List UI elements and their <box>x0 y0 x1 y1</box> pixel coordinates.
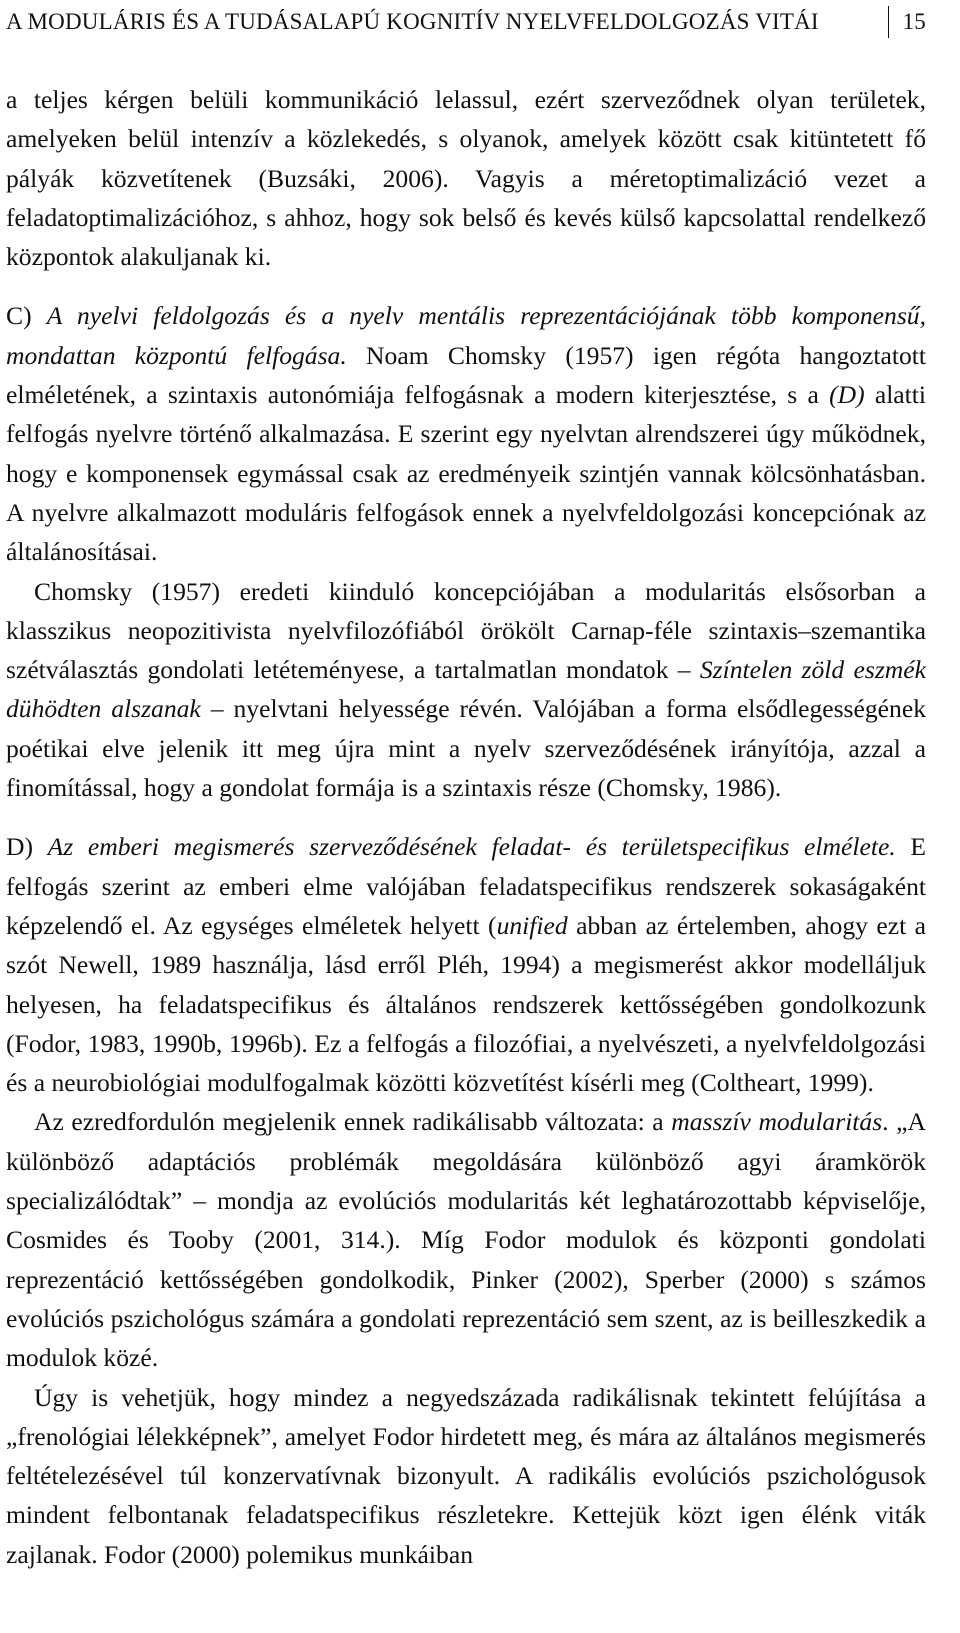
paragraph-section-d <box>6 827 926 1102</box>
section-label-d: D) <box>6 832 34 862</box>
paragraph-text: Az ezredfordulón megjelenik ennek radikálisabb változata: a <box>34 1107 672 1137</box>
section-label-c: C) <box>6 301 32 331</box>
body-text <box>6 80 926 1574</box>
page-number: 15 <box>888 6 926 38</box>
paragraph-text: – nyelvtani helyessége révén. Valójában a forma elsődlegességének poétikai elve jelenik itt meg újra mint a nyelv szerveződésének irányítója, azzal a finomítással, hogy a gondolat formája is a szintaxis része (Chomsky, 1986). <box>6 694 926 803</box>
paragraph-text: Chomsky (1957) eredeti kiinduló koncepciójában a modularitás elsősorban a klasszikus neopozitivista nyelvfilozófiából örökölt Carnap-féle szintaxis–szemantika szétválasztás gondolati letéteményese, a tartalmatlan mondatok – <box>6 576 926 685</box>
running-header <box>6 2 926 42</box>
paragraph-text: . „A különböző adaptációs problémák megoldására különböző agyi áramkörök specializálódtak” – mondja az evolúciós modularitás két leghatározottabb képviselője, Cosmides és Tooby (2001, 314.). Míg Fodor modulok és központi gondolati reprezentáció kettősségében gondolkodik, Pinker (2002), Sperber (2000) s számos evolúciós pszichológus számára a gondolati reprezentáció sem szent, az is beilleszkedik a modulok közé. <box>6 1107 926 1373</box>
paragraph-massive-modularity <box>6 1102 926 1377</box>
paragraph-text: abban az értelemben, ahogy ezt a szót Newell, 1989 használja, lásd erről Pléh, 1994) a megismerést akkor modelláljuk helyesen, ha feladatspecifikus és általános rendszerek kettősségében gondolkozunk (Fodor, 1983, 1990b, 1996b). Ez a felfogás a filozófiai, a nyelvészeti, a nyelvfeldolgozási és a neurobiológiai modulfogalmak közötti közvetítést kísérli meg (Coltheart, 1999). <box>6 910 926 1098</box>
paragraph-text: Noam Chomsky (1957) igen régóta hangoztatott elméletének, a szintaxis autonómiája felfogásnak a modern kiterjesztése, s a <box>6 340 926 410</box>
section-heading-d: Az emberi megismerés szerveződésének feladat- és területspecifikus elmélete. <box>47 832 896 862</box>
book-page <box>0 2 960 1633</box>
running-title: A MODULÁRIS ÉS A TUDÁSALAPÚ KOGNITÍV NYELVFELDOLGOZÁS VITÁI <box>6 9 819 34</box>
paragraph-chomsky <box>6 572 926 808</box>
example-sentence: Színtelen zöld eszmék dühödten alszanak <box>6 655 926 724</box>
italic-term: unified <box>496 910 568 940</box>
cross-reference: (D) <box>829 380 865 410</box>
paragraph-final: Úgy is vehetjük, hogy mindez a negyedszázada radikálisnak tekintett felújítása a „frenológiai lélekképnek”, amelyet Fodor hirdetett meg, és mára az általános megismerés feltételezésével túl konzervatívnak bizonyult. A radikális evolúciós pszichológusok mindent felbontanak feladatspecifikus részletekre. Kettejük közt igen élénk viták zajlanak. Fodor (2000) polemikus munkáiban <box>6 1382 926 1569</box>
paragraph-1: a teljes kérgen belüli kommunikáció lelassul, ezért szerveződnek olyan területek, amelyeken belül intenzív a közlekedés, s olyanok, amelyek között csak kitüntetett fő pályák közvetítenek (Buzsáki, 2006). Vagyis a méretoptimalizáció vezet a feladatoptimalizációhoz, s ahhoz, hogy sok belső és kevés külső kapcsolattal rendelkező központok alakuljanak ki. <box>6 85 926 272</box>
section-heading-c: A nyelvi feldolgozás és a nyelv mentális reprezentációjának több komponensű, mondattan központú felfogása. <box>6 301 926 370</box>
paragraph-section-c <box>6 296 926 571</box>
paragraph-text: alatti felfogás nyelvre történő alkalmazása. E szerint egy nyelvtan alrendszerei úgy működnek, hogy e komponensek egymással csak az eredményeik szintjén vannak kölcsönhatásban. A nyelvre alkalmazott moduláris felfogások ennek a nyelvfeldolgozási koncepciónak az általánosításai. <box>6 380 927 567</box>
paragraph-text: E felfogás szerint az emberi elme valójában feladatspecifikus rendszerek sokaságaként képzelendő el. Az egységes elméletek helyett ( <box>6 832 926 940</box>
italic-term: masszív modularitás <box>671 1107 883 1137</box>
